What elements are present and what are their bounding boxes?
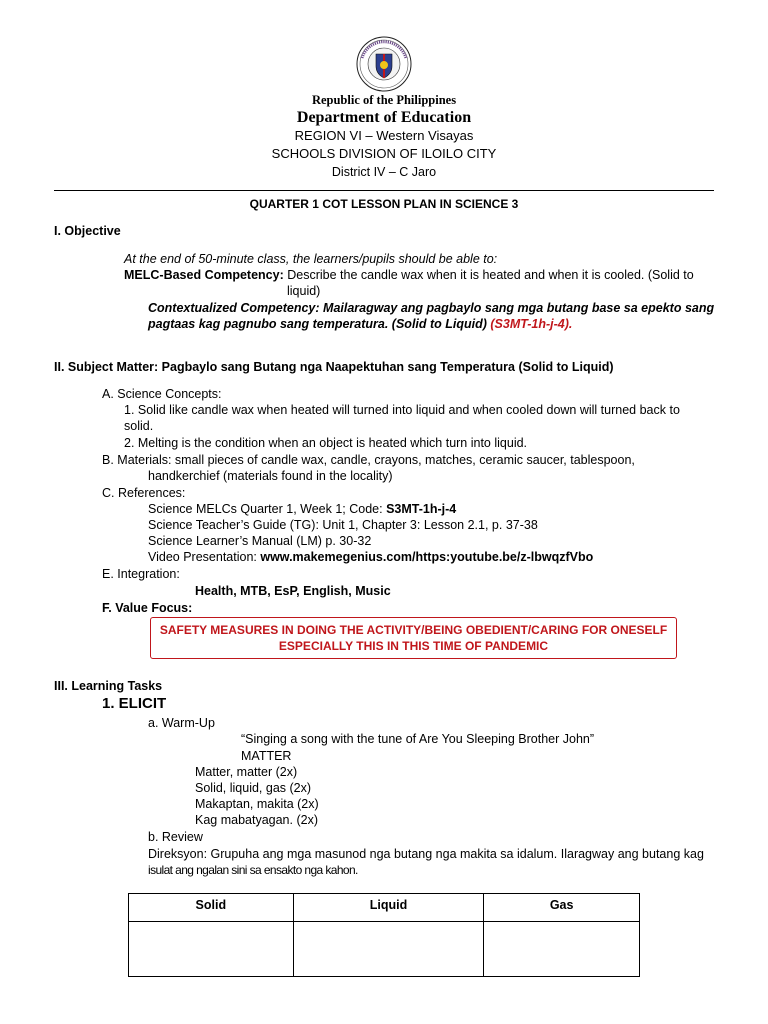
republic-line: Republic of the Philippines [311,93,457,107]
value-focus-line-2: ESPECIALLY THIS IN THIS TIME OF PANDEMIC [278,639,549,653]
concept-1-cont: solid. [124,419,154,433]
header-divider [54,190,714,191]
warm-up-label: a. Warm-Up [148,716,215,730]
lesson-plan-title: QUARTER 1 COT LESSON PLAN IN SCIENCE 3 [249,197,519,211]
column-header-gas: Gas [484,894,640,922]
liquid-answer-cell [293,922,484,977]
contextualized-competency [148,300,714,317]
review-label: b. Review [148,830,203,844]
song-intro: “Singing a song with the tune of Are You Sleeping Brother John” [241,732,595,746]
materials-line-cont: handkerchief (materials found in the locality) [148,469,393,483]
learning-tasks-heading: III. Learning Tasks [54,679,163,693]
value-focus-box [150,617,677,659]
value-focus-heading: F. Value Focus: [102,601,193,615]
column-header-solid: Solid [129,894,294,922]
ctx-text2: pagtaas kag pagnubo sang temperatura. (Solid to Liquid) [148,317,491,331]
sorting-table [128,893,640,977]
melc-competency [124,267,694,284]
direksyon-line-1: Direksyon: Grupuha ang mga masunod nga butang nga makita sa idalum. Ilaragway ang butang kag [148,847,704,861]
melc-text-cont: liquid) [287,284,321,298]
reference-1 [148,501,456,518]
concept-1: 1. Solid like candle wax when heated will turned into liquid and when cooled down will turned back to [124,403,680,417]
table-row [129,922,640,977]
gas-answer-cell [484,922,640,977]
ctx-code: (S3MT-1h-j-4). [490,317,573,331]
direksyon-line-2: isulat ang ngalan sini sa ensakto nga kahon. [148,863,358,877]
table-header-row [129,894,640,922]
deped-seal-logo [356,36,412,92]
materials-line: B. Materials: small pieces of candle wax, candle, crayons, matches, ceramic saucer, tablespoon, [102,453,635,467]
integration-subjects: Health, MTB, EsP, English, Music [195,584,391,598]
region-line: REGION VI – Western Visayas [294,128,474,143]
value-focus-line-1: SAFETY MEASURES IN DOING THE ACTIVITY/BEING OBEDIENT/CARING FOR ONESELF [159,623,668,637]
district-line: District IV – C Jaro [331,165,437,179]
department-title: Department of Education [296,109,472,126]
division-line: SCHOOLS DIVISION OF ILOILO CITY [271,146,497,161]
objective-intro: At the end of 50-minute class, the learners/pupils should be able to: [124,252,498,266]
references-heading: C. References: [102,486,186,500]
reference-4 [148,549,593,566]
melc-text: Describe the candle wax when it is heated and when it is cooled. (Solid to [283,268,694,282]
lyric-line-1: Matter, matter (2x) [195,765,298,779]
science-concepts-heading: A. Science Concepts: [102,387,222,401]
reference-3: Science Learner’s Manual (LM) p. 30-32 [148,534,372,548]
lyric-line-2: Solid, liquid, gas (2x) [195,781,312,795]
elicit-heading: 1. ELICIT [102,695,167,712]
lyric-line-4: Kag mabatyagan. (2x) [195,813,318,827]
reference-1-text: Science MELCs Quarter 1, Week 1; Code: [148,502,387,516]
solid-answer-cell [129,922,294,977]
song-title: MATTER [241,749,292,763]
melc-label: MELC-Based Competency: [124,268,284,282]
lyric-line-3: Makaptan, makita (2x) [195,797,319,811]
subject-matter-heading: II. Subject Matter: Pagbaylo sang Butang nga Naapektuhan sang Temperatura (Solid to Liquid) [54,360,614,374]
video-link[interactable]: www.makemegenius.com/https:youtube.be/z-lbwqzfVbo [260,550,594,564]
reference-4-label: Video Presentation: [148,550,261,564]
ctx-text: Mailaragway ang pagbaylo sang mga butang base sa epekto sang [323,301,715,315]
objective-heading: I. Objective [54,224,121,238]
concept-2: 2. Melting is the condition when an object is heated which turn into liquid. [124,436,528,450]
ctx-text-cont [148,316,572,333]
column-header-liquid: Liquid [293,894,484,922]
integration-heading: E. Integration: [102,567,180,581]
reference-1-code: S3MT-1h-j-4 [386,502,457,516]
reference-2: Science Teacher’s Guide (TG): Unit 1, Chapter 3: Lesson 2.1, p. 37-38 [148,518,538,532]
ctx-label: Contextualized Competency: [148,301,324,315]
